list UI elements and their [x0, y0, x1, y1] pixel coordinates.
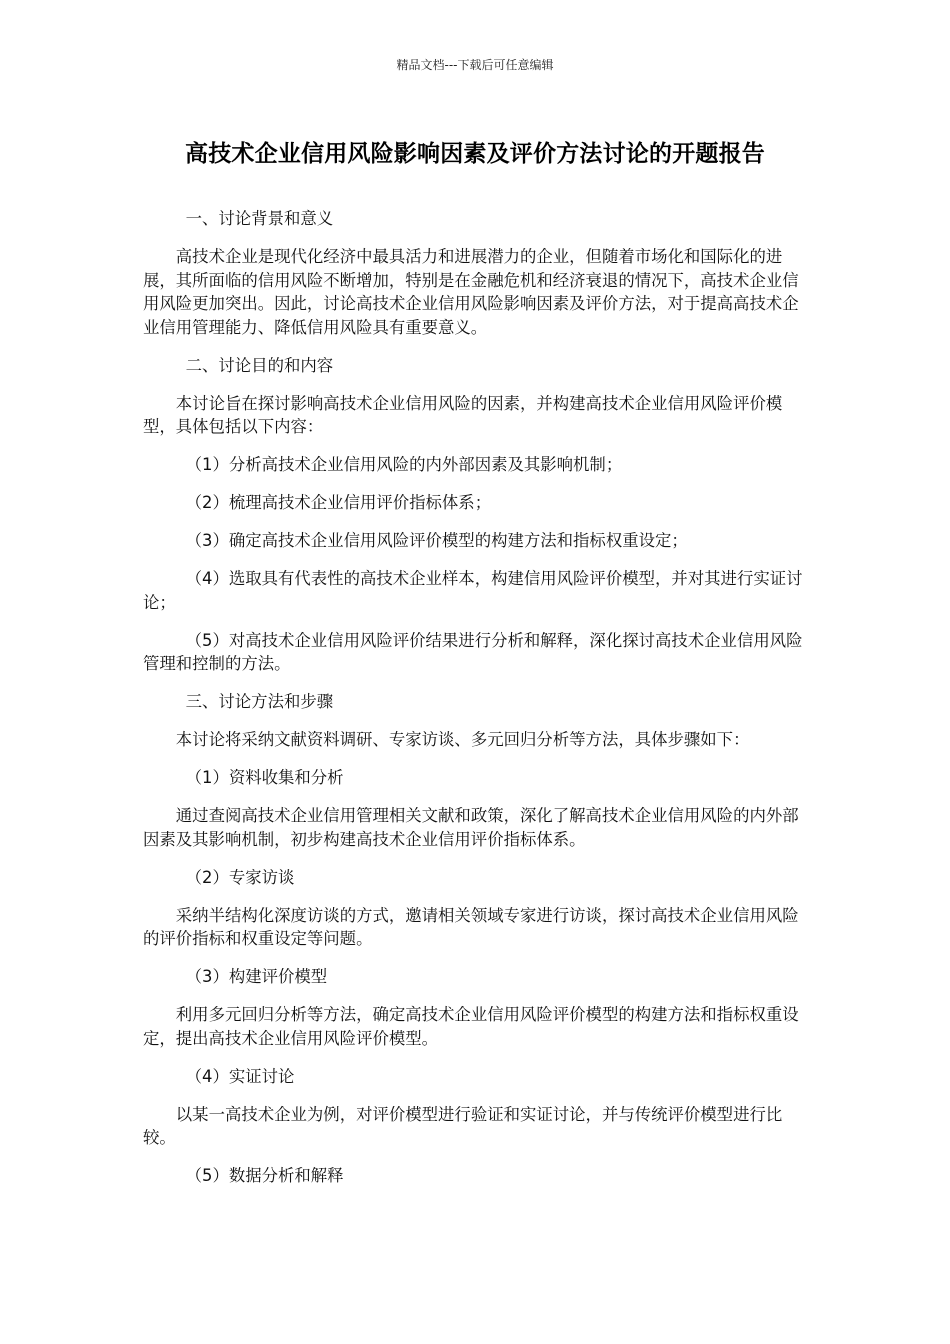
list-item: （3）确定高技术企业信用风险评价模型的构建方法和指标权重设定；	[185, 531, 688, 550]
step-body: 利用多元回归分析等方法，确定高技术企业信用风险评价模型的构建方法和指标权重设定，提出高技术企业信用风险评价模型。	[143, 1005, 799, 1048]
section-heading-objectives: 二、讨论目的和内容	[185, 355, 334, 375]
section-heading-background: 一、讨论背景和意义	[185, 209, 334, 228]
step-body: 采纳半结构化深度访谈的方式，邀请相关领域专家进行访谈，探讨高技术企业信用风险的评价指标和权重设定等问题。	[143, 905, 799, 948]
step-body: 通过查阅高技术企业信用管理相关文献和政策，深化了解高技术企业信用风险的内外部因素及其影响机制，初步构建高技术企业信用评价指标体系。	[143, 806, 799, 849]
list-item: （4）选取具有代表性的高技术企业样本，构建信用风险评价模型，并对其进行实证讨论；	[143, 569, 803, 612]
step-title: （5）数据分析和解释	[185, 1166, 344, 1185]
step-title: （3）构建评价模型	[185, 967, 328, 986]
page-header-note: 精品文档---下载后可任意编辑	[396, 58, 554, 72]
paragraph-objectives-intro: 本讨论旨在探讨影响高技术企业信用风险的因素，并构建高技术企业信用风险评价模型，具体包括以下内容：	[143, 393, 783, 436]
paragraph-background: 高技术企业是现代化经济中最具活力和进展潜力的企业，但随着市场化和国际化的进展，其所面临的信用风险不断增加，特别是在金融危机和经济衰退的情况下，高技术企业信用风险更加突出。因此，讨论高技术企业信用风险影响因素及评价方法，对于提高高技术企业信用管理能力、降低信用风险具有重要意义。	[143, 247, 799, 337]
list-item: （2）梳理高技术企业信用评价指标体系；	[185, 493, 492, 512]
list-item: （5）对高技术企业信用风险评价结果进行分析和解释，深化探讨高技术企业信用风险管理和控制的方法。	[143, 630, 803, 673]
section-heading-methods: 三、讨论方法和步骤	[185, 692, 334, 711]
list-item: （1）分析高技术企业信用风险的内外部因素及其影响机制；	[185, 455, 623, 474]
paragraph-methods-intro: 本讨论将采纳文献资料调研、专家访谈、多元回归分析等方法，具体步骤如下：	[175, 730, 750, 749]
document-title: 高技术企业信用风险影响因素及评价方法讨论的开题报告	[185, 141, 765, 167]
step-title: （2）专家访谈	[185, 867, 295, 887]
document-body	[143, 207, 805, 1202]
step-body: 以某一高技术企业为例，对评价模型进行验证和实证讨论，并与传统评价模型进行比较。	[143, 1104, 783, 1147]
step-title: （1）资料收集和分析	[185, 768, 344, 787]
step-title: （4）实证讨论	[185, 1066, 295, 1086]
